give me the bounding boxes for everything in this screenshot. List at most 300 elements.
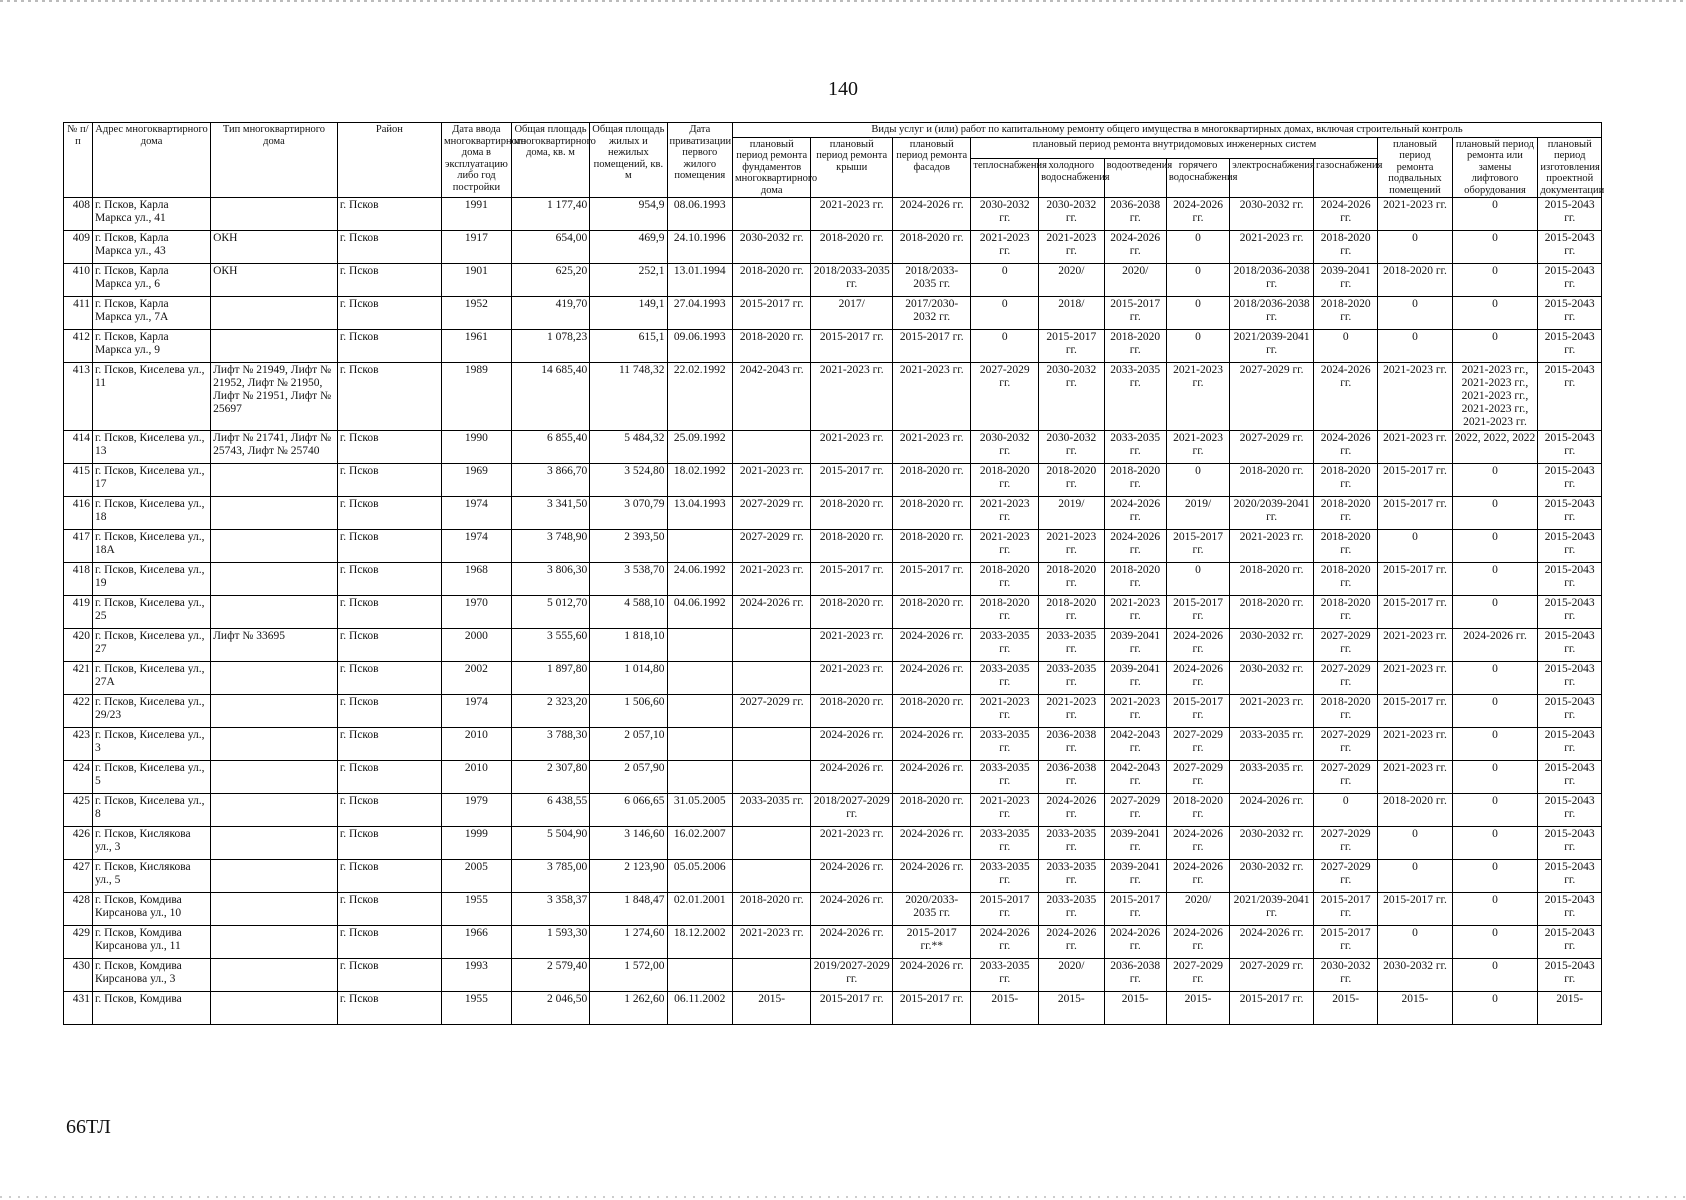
facade-cell: 2018-2020 гг. xyxy=(893,497,971,530)
cold-water-cell: 2019/ xyxy=(1039,497,1105,530)
rayon-cell: г. Псков xyxy=(337,431,441,464)
total-area-cell: 3 555,60 xyxy=(511,629,589,662)
roof-cell: 2024-2026 гг. xyxy=(811,860,893,893)
hot-water-cell: 0 xyxy=(1166,563,1229,596)
lift-cell: 0 xyxy=(1452,264,1538,297)
design-docs-cell: 2015-2043 гг. xyxy=(1538,297,1602,330)
total-area-cell: 14 685,40 xyxy=(511,363,589,431)
basement-cell: 0 xyxy=(1378,530,1452,563)
facade-cell: 2018-2020 гг. xyxy=(893,596,971,629)
total-area-cell: 3 788,30 xyxy=(511,728,589,761)
row-number: 427 xyxy=(64,860,93,893)
table-row xyxy=(64,827,1602,860)
design-docs-cell: 2015-2043 гг. xyxy=(1538,464,1602,497)
design-docs-cell: 2015-2043 гг. xyxy=(1538,728,1602,761)
living-area-cell: 469,9 xyxy=(590,231,667,264)
lift-cell: 0 xyxy=(1452,596,1538,629)
foundation-cell xyxy=(733,827,811,860)
electric-cell: 2021/2039-2041 гг. xyxy=(1230,330,1314,363)
sewer-cell: 2024-2026 гг. xyxy=(1104,497,1166,530)
rayon-cell: г. Псков xyxy=(337,231,441,264)
foundation-cell xyxy=(733,431,811,464)
lift-cell: 2024-2026 гг. xyxy=(1452,629,1538,662)
roof-cell: 2021-2023 гг. xyxy=(811,662,893,695)
row-number: 414 xyxy=(64,431,93,464)
foundation-cell: 2021-2023 гг. xyxy=(733,926,811,959)
design-docs-cell: 2015-2043 гг. xyxy=(1538,662,1602,695)
address-cell: г. Псков, Комдива Кирсанова ул., 11 xyxy=(92,926,210,959)
basement-cell: 2021-2023 гг. xyxy=(1378,728,1452,761)
table-row xyxy=(64,497,1602,530)
table-row xyxy=(64,563,1602,596)
design-docs-cell: 2015-2043 гг. xyxy=(1538,596,1602,629)
heat-cell: 2024-2026 гг. xyxy=(971,926,1039,959)
electric-cell: 2018/2036-2038 гг. xyxy=(1230,297,1314,330)
design-docs-cell: 2015-2043 гг. xyxy=(1538,761,1602,794)
roof-cell: 2018/2027-2029 гг. xyxy=(811,794,893,827)
heat-cell: 2033-2035 гг. xyxy=(971,827,1039,860)
lift-cell: 0 xyxy=(1452,992,1538,1025)
heat-cell: 2033-2035 гг. xyxy=(971,629,1039,662)
gas-cell: 2015-2017 гг. xyxy=(1313,926,1377,959)
house-type-cell xyxy=(211,827,338,860)
table-row xyxy=(64,926,1602,959)
table-row xyxy=(64,231,1602,264)
rayon-cell: г. Псков xyxy=(337,893,441,926)
lift-cell: 0 xyxy=(1452,497,1538,530)
electric-cell: 2021-2023 гг. xyxy=(1230,530,1314,563)
header-hot-water: горячего водоснабжения xyxy=(1166,159,1229,198)
gas-cell: 2027-2029 гг. xyxy=(1313,827,1377,860)
foundation-cell: 2042-2043 гг. xyxy=(733,363,811,431)
design-docs-cell: 2015-2043 гг. xyxy=(1538,926,1602,959)
rayon-cell: г. Псков xyxy=(337,860,441,893)
address-cell: г. Псков, Киселева ул., 11 xyxy=(92,363,210,431)
footer-code: 66ТЛ xyxy=(66,1116,111,1138)
basement-cell: 2030-2032 гг. xyxy=(1378,959,1452,992)
basement-cell: 2021-2023 гг. xyxy=(1378,363,1452,431)
gas-cell: 2018-2020 гг. xyxy=(1313,231,1377,264)
living-area-cell: 1 274,60 xyxy=(590,926,667,959)
year-cell: 2010 xyxy=(442,728,512,761)
hot-water-cell: 2020/ xyxy=(1166,893,1229,926)
row-number: 420 xyxy=(64,629,93,662)
basement-cell: 0 xyxy=(1378,330,1452,363)
roof-cell: 2017/ xyxy=(811,297,893,330)
header-num: № п/п xyxy=(64,123,93,198)
living-area-cell: 3 070,79 xyxy=(590,497,667,530)
sewer-cell: 2042-2043 гг. xyxy=(1104,761,1166,794)
table-row xyxy=(64,530,1602,563)
foundation-cell xyxy=(733,761,811,794)
year-cell: 1961 xyxy=(442,330,512,363)
row-number: 424 xyxy=(64,761,93,794)
year-cell: 1966 xyxy=(442,926,512,959)
foundation-cell: 2027-2029 гг. xyxy=(733,530,811,563)
electric-cell: 2027-2029 гг. xyxy=(1230,959,1314,992)
roof-cell: 2021-2023 гг. xyxy=(811,363,893,431)
row-number: 411 xyxy=(64,297,93,330)
hot-water-cell: 2018-2020 гг. xyxy=(1166,794,1229,827)
year-cell: 1979 xyxy=(442,794,512,827)
gas-cell: 0 xyxy=(1313,794,1377,827)
sewer-cell: 2039-2041 гг. xyxy=(1104,662,1166,695)
total-area-cell: 2 579,40 xyxy=(511,959,589,992)
foundation-cell: 2018-2020 гг. xyxy=(733,264,811,297)
design-docs-cell: 2015-2043 гг. xyxy=(1538,695,1602,728)
living-area-cell: 252,1 xyxy=(590,264,667,297)
gas-cell: 2024-2026 гг. xyxy=(1313,198,1377,231)
gas-cell: 2030-2032 гг. xyxy=(1313,959,1377,992)
house-type-cell: ОКН xyxy=(211,264,338,297)
row-number: 431 xyxy=(64,992,93,1025)
heat-cell: 0 xyxy=(971,264,1039,297)
rayon-cell: г. Псков xyxy=(337,198,441,231)
sewer-cell: 2033-2035 гг. xyxy=(1104,363,1166,431)
privat-date-cell: 09.06.1993 xyxy=(667,330,733,363)
row-number: 430 xyxy=(64,959,93,992)
table-row xyxy=(64,992,1602,1025)
house-type-cell xyxy=(211,992,338,1025)
hot-water-cell: 2024-2026 гг. xyxy=(1166,662,1229,695)
rayon-cell: г. Псков xyxy=(337,530,441,563)
year-cell: 1989 xyxy=(442,363,512,431)
header-roof: плановый период ремонта крыши xyxy=(811,137,893,198)
roof-cell: 2015-2017 гг. xyxy=(811,992,893,1025)
cold-water-cell: 2036-2038 гг. xyxy=(1039,728,1105,761)
roof-cell: 2018-2020 гг. xyxy=(811,530,893,563)
year-cell: 1974 xyxy=(442,695,512,728)
year-cell: 1917 xyxy=(442,231,512,264)
sewer-cell: 2036-2038 гг. xyxy=(1104,959,1166,992)
address-cell: г. Псков, Карла Маркса ул., 43 xyxy=(92,231,210,264)
row-number: 408 xyxy=(64,198,93,231)
table-header xyxy=(64,123,1605,198)
hot-water-cell: 0 xyxy=(1166,330,1229,363)
lift-cell: 0 xyxy=(1452,827,1538,860)
table-row xyxy=(64,431,1602,464)
cold-water-cell: 2030-2032 гг. xyxy=(1039,431,1105,464)
electric-cell: 2033-2035 гг. xyxy=(1230,728,1314,761)
total-area-cell: 6 438,55 xyxy=(511,794,589,827)
row-number: 428 xyxy=(64,893,93,926)
year-cell: 1991 xyxy=(442,198,512,231)
foundation-cell: 2027-2029 гг. xyxy=(733,695,811,728)
total-area-cell: 3 806,30 xyxy=(511,563,589,596)
address-cell: г. Псков, Киселева ул., 5 xyxy=(92,761,210,794)
foundation-cell xyxy=(733,959,811,992)
heat-cell: 2033-2035 гг. xyxy=(971,959,1039,992)
header-facade: плановый период ремонта фасадов xyxy=(893,137,971,198)
year-cell: 1993 xyxy=(442,959,512,992)
design-docs-cell: 2015-2043 гг. xyxy=(1538,959,1602,992)
year-cell: 2000 xyxy=(442,629,512,662)
address-cell: г. Псков, Киселева ул., 3 xyxy=(92,728,210,761)
facade-cell: 2024-2026 гг. xyxy=(893,761,971,794)
electric-cell: 2021/2039-2041 гг. xyxy=(1230,893,1314,926)
sewer-cell: 2018-2020 гг. xyxy=(1104,330,1166,363)
facade-cell: 2021-2023 гг. xyxy=(893,363,971,431)
lift-cell: 0 xyxy=(1452,728,1538,761)
table-row xyxy=(64,297,1602,330)
facade-cell: 2024-2026 гг. xyxy=(893,860,971,893)
house-type-cell xyxy=(211,728,338,761)
basement-cell: 2015-2017 гг. xyxy=(1378,893,1452,926)
row-number: 417 xyxy=(64,530,93,563)
year-cell: 2005 xyxy=(442,860,512,893)
heat-cell: 0 xyxy=(971,330,1039,363)
electric-cell: 2021-2023 гг. xyxy=(1230,695,1314,728)
facade-cell: 2024-2026 гг. xyxy=(893,827,971,860)
lift-cell: 2021-2023 гг., 2021-2023 гг., 2021-2023 гг., 2021-2023 гг., 2021-2023 гг. xyxy=(1452,363,1538,431)
address-cell: г. Псков, Киселева ул., 29/23 xyxy=(92,695,210,728)
foundation-cell: 2018-2020 гг. xyxy=(733,330,811,363)
total-area-cell: 5 012,70 xyxy=(511,596,589,629)
hot-water-cell: 0 xyxy=(1166,231,1229,264)
basement-cell: 2015-2017 гг. xyxy=(1378,695,1452,728)
rayon-cell: г. Псков xyxy=(337,827,441,860)
design-docs-cell: 2015-2043 гг. xyxy=(1538,264,1602,297)
table-row xyxy=(64,728,1602,761)
foundation-cell: 2018-2020 гг. xyxy=(733,893,811,926)
row-number: 421 xyxy=(64,662,93,695)
heat-cell: 2015- xyxy=(971,992,1039,1025)
header-cold-water: холодного водоснабжения xyxy=(1039,159,1105,198)
facade-cell: 2021-2023 гг. xyxy=(893,431,971,464)
foundation-cell: 2027-2029 гг. xyxy=(733,497,811,530)
rayon-cell: г. Псков xyxy=(337,959,441,992)
heat-cell: 2033-2035 гг. xyxy=(971,860,1039,893)
rayon-cell: г. Псков xyxy=(337,363,441,431)
design-docs-cell: 2015-2043 гг. xyxy=(1538,563,1602,596)
address-cell: г. Псков, Карла Маркса ул., 9 xyxy=(92,330,210,363)
cold-water-cell: 2024-2026 гг. xyxy=(1039,926,1105,959)
privat-date-cell xyxy=(667,530,733,563)
design-docs-cell: 2015-2043 гг. xyxy=(1538,893,1602,926)
design-docs-cell: 2015-2043 гг. xyxy=(1538,827,1602,860)
gas-cell: 2039-2041 гг. xyxy=(1313,264,1377,297)
table-row xyxy=(64,264,1602,297)
gas-cell: 2027-2029 гг. xyxy=(1313,629,1377,662)
house-type-cell: Лифт № 21741, Лифт № 25743, Лифт № 25740 xyxy=(211,431,338,464)
address-cell: г. Псков, Киселева ул., 18А xyxy=(92,530,210,563)
total-area-cell: 5 504,90 xyxy=(511,827,589,860)
table-row xyxy=(64,596,1602,629)
table-body xyxy=(64,198,1602,1025)
privat-date-cell xyxy=(667,695,733,728)
rayon-cell: г. Псков xyxy=(337,992,441,1025)
living-area-cell: 6 066,65 xyxy=(590,794,667,827)
cold-water-cell: 2033-2035 гг. xyxy=(1039,827,1105,860)
heat-cell: 2018-2020 гг. xyxy=(971,563,1039,596)
house-type-cell xyxy=(211,959,338,992)
facade-cell: 2018-2020 гг. xyxy=(893,464,971,497)
table-row xyxy=(64,629,1602,662)
electric-cell: 2018/2036-2038 гг. xyxy=(1230,264,1314,297)
address-cell: г. Псков, Кислякова ул., 5 xyxy=(92,860,210,893)
year-cell: 1901 xyxy=(442,264,512,297)
electric-cell: 2018-2020 гг. xyxy=(1230,563,1314,596)
roof-cell: 2021-2023 гг. xyxy=(811,629,893,662)
row-number: 426 xyxy=(64,827,93,860)
facade-cell: 2018/2033-2035 гг. xyxy=(893,264,971,297)
foundation-cell: 2024-2026 гг. xyxy=(733,596,811,629)
header-foundation: плановый период ремонта фундаментов многоквартирного дома xyxy=(733,137,811,198)
table-row xyxy=(64,662,1602,695)
privat-date-cell: 13.04.1993 xyxy=(667,497,733,530)
foundation-cell: 2015- xyxy=(733,992,811,1025)
house-type-cell: Лифт № 33695 xyxy=(211,629,338,662)
heat-cell: 2030-2032 гг. xyxy=(971,431,1039,464)
row-number: 422 xyxy=(64,695,93,728)
hot-water-cell: 2015- xyxy=(1166,992,1229,1025)
header-rayon: Район xyxy=(337,123,441,198)
total-area-cell: 3 785,00 xyxy=(511,860,589,893)
facade-cell: 2018-2020 гг. xyxy=(893,695,971,728)
electric-cell: 2030-2032 гг. xyxy=(1230,198,1314,231)
address-cell: г. Псков, Комдива xyxy=(92,992,210,1025)
electric-cell: 2030-2032 гг. xyxy=(1230,827,1314,860)
sewer-cell: 2018-2020 гг. xyxy=(1104,464,1166,497)
cold-water-cell: 2021-2023 гг. xyxy=(1039,231,1105,264)
hot-water-cell: 2015-2017 гг. xyxy=(1166,530,1229,563)
electric-cell: 2015-2017 гг. xyxy=(1230,992,1314,1025)
gas-cell: 2024-2026 гг. xyxy=(1313,431,1377,464)
roof-cell: 2024-2026 гг. xyxy=(811,728,893,761)
living-area-cell: 1 262,60 xyxy=(590,992,667,1025)
sewer-cell: 2015- xyxy=(1104,992,1166,1025)
privat-date-cell: 31.05.2005 xyxy=(667,794,733,827)
total-area-cell: 3 341,50 xyxy=(511,497,589,530)
living-area-cell: 2 393,50 xyxy=(590,530,667,563)
gas-cell: 2024-2026 гг. xyxy=(1313,363,1377,431)
year-cell: 2002 xyxy=(442,662,512,695)
living-area-cell: 149,1 xyxy=(590,297,667,330)
living-area-cell: 4 588,10 xyxy=(590,596,667,629)
lift-cell: 0 xyxy=(1452,563,1538,596)
hot-water-cell: 2024-2026 гг. xyxy=(1166,860,1229,893)
sewer-cell: 2024-2026 гг. xyxy=(1104,231,1166,264)
gas-cell: 2018-2020 гг. xyxy=(1313,695,1377,728)
house-type-cell xyxy=(211,297,338,330)
basement-cell: 2018-2020 гг. xyxy=(1378,264,1452,297)
living-area-cell: 3 524,80 xyxy=(590,464,667,497)
privat-date-cell: 08.06.1993 xyxy=(667,198,733,231)
total-area-cell: 2 046,50 xyxy=(511,992,589,1025)
design-docs-cell: 2015-2043 гг. xyxy=(1538,330,1602,363)
year-cell: 1955 xyxy=(442,992,512,1025)
foundation-cell: 2015-2017 гг. xyxy=(733,297,811,330)
hot-water-cell: 2027-2029 гг. xyxy=(1166,761,1229,794)
roof-cell: 2018-2020 гг. xyxy=(811,497,893,530)
privat-date-cell xyxy=(667,662,733,695)
total-area-cell: 654,00 xyxy=(511,231,589,264)
lift-cell: 0 xyxy=(1452,893,1538,926)
cold-water-cell: 2036-2038 гг. xyxy=(1039,761,1105,794)
table-row xyxy=(64,860,1602,893)
gas-cell: 2018-2020 гг. xyxy=(1313,563,1377,596)
sewer-cell: 2039-2041 гг. xyxy=(1104,827,1166,860)
year-cell: 1952 xyxy=(442,297,512,330)
address-cell: г. Псков, Киселева ул., 25 xyxy=(92,596,210,629)
cold-water-cell: 2033-2035 гг. xyxy=(1039,893,1105,926)
gas-cell: 2027-2029 гг. xyxy=(1313,761,1377,794)
sewer-cell: 2015-2017 гг. xyxy=(1104,893,1166,926)
heat-cell: 0 xyxy=(971,297,1039,330)
address-cell: г. Псков, Киселева ул., 8 xyxy=(92,794,210,827)
electric-cell: 2030-2032 гг. xyxy=(1230,629,1314,662)
foundation-cell xyxy=(733,728,811,761)
electric-cell: 2027-2029 гг. xyxy=(1230,431,1314,464)
header-lift: плановый период ремонта или замены лифтового оборудования xyxy=(1452,137,1538,198)
heat-cell: 2021-2023 гг. xyxy=(971,794,1039,827)
cold-water-cell: 2024-2026 гг. xyxy=(1039,794,1105,827)
heat-cell: 2021-2023 гг. xyxy=(971,497,1039,530)
gas-cell: 2018-2020 гг. xyxy=(1313,464,1377,497)
address-cell: г. Псков, Киселева ул., 17 xyxy=(92,464,210,497)
header-works-group: Виды услуг и (или) работ по капитальному ремонту общего имущества в многоквартирных домах, включая строительный контроль xyxy=(733,123,1602,138)
facade-cell: 2024-2026 гг. xyxy=(893,198,971,231)
lift-cell: 0 xyxy=(1452,330,1538,363)
lift-cell: 0 xyxy=(1452,231,1538,264)
living-area-cell: 3 146,60 xyxy=(590,827,667,860)
sewer-cell: 2039-2041 гг. xyxy=(1104,860,1166,893)
rayon-cell: г. Псков xyxy=(337,563,441,596)
house-type-cell xyxy=(211,761,338,794)
lift-cell: 0 xyxy=(1452,198,1538,231)
header-sewer: водоотведения xyxy=(1104,159,1166,198)
electric-cell: 2033-2035 гг. xyxy=(1230,761,1314,794)
privat-date-cell: 13.01.1994 xyxy=(667,264,733,297)
gas-cell: 2018-2020 гг. xyxy=(1313,596,1377,629)
header-basement: плановый период ремонта подвальных помещений xyxy=(1378,137,1452,198)
heat-cell: 2018-2020 гг. xyxy=(971,596,1039,629)
foundation-cell xyxy=(733,860,811,893)
design-docs-cell: 2015-2043 гг. xyxy=(1538,860,1602,893)
house-type-cell xyxy=(211,198,338,231)
privat-date-cell: 16.02.2007 xyxy=(667,827,733,860)
table-row xyxy=(64,198,1602,231)
rayon-cell: г. Псков xyxy=(337,330,441,363)
rayon-cell: г. Псков xyxy=(337,629,441,662)
year-cell: 1974 xyxy=(442,497,512,530)
design-docs-cell: 2015-2043 гг. xyxy=(1538,530,1602,563)
header-address: Адрес многоквартирного дома xyxy=(92,123,210,198)
lift-cell: 2022, 2022, 2022 xyxy=(1452,431,1538,464)
privat-date-cell: 04.06.1992 xyxy=(667,596,733,629)
cold-water-cell: 2018-2020 гг. xyxy=(1039,563,1105,596)
gas-cell: 2015- xyxy=(1313,992,1377,1025)
basement-cell: 0 xyxy=(1378,231,1452,264)
total-area-cell: 2 307,80 xyxy=(511,761,589,794)
basement-cell: 2015-2017 гг. xyxy=(1378,563,1452,596)
row-number: 409 xyxy=(64,231,93,264)
gas-cell: 2027-2029 гг. xyxy=(1313,728,1377,761)
cold-water-cell: 2033-2035 гг. xyxy=(1039,629,1105,662)
row-number: 423 xyxy=(64,728,93,761)
foundation-cell: 2030-2032 гг. xyxy=(733,231,811,264)
rayon-cell: г. Псков xyxy=(337,297,441,330)
living-area-cell: 11 748,32 xyxy=(590,363,667,431)
hot-water-cell: 0 xyxy=(1166,297,1229,330)
privat-date-cell xyxy=(667,959,733,992)
header-heat: теплоснабжения xyxy=(971,159,1039,198)
foundation-cell xyxy=(733,198,811,231)
hot-water-cell: 0 xyxy=(1166,464,1229,497)
sewer-cell: 2039-2041 гг. xyxy=(1104,629,1166,662)
lift-cell: 0 xyxy=(1452,860,1538,893)
facade-cell: 2020/2033-2035 гг. xyxy=(893,893,971,926)
